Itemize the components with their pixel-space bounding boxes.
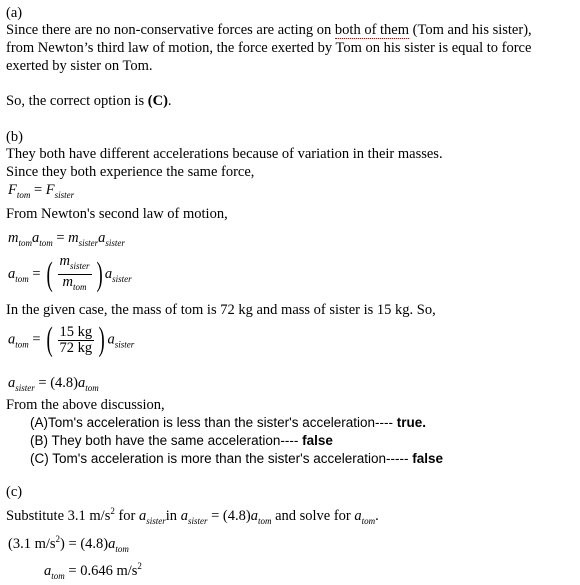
eq3-fraction <box>58 254 92 295</box>
equation-force-equality: $F_{tom} = F_{sister}$ <box>8 182 75 200</box>
given-masses-text: In the given case, the mass of tom is 72 kg and mass of sister is 15 kg. So, <box>6 302 436 318</box>
equation-result-ratio: $a_{sister} = (4.8)a_{tom}$ <box>8 375 99 393</box>
equation-acceleration-ratio: $a_{tom}$ = ( $\frac{m_{sister}}{m_{tom}}$ ) $a_{sister}$ <box>8 254 132 295</box>
eq1-lhs: F <box>8 182 17 198</box>
eq4-den: 72 kg <box>59 339 93 356</box>
eq3-lhs: a <box>8 265 16 282</box>
part-b-line-2: Since they both experience the same force, <box>6 164 255 180</box>
eq2-m1: m <box>8 230 19 246</box>
discussion-text: From the above discussion, <box>6 397 165 413</box>
part-a-line-1 <box>6 22 532 39</box>
option-b-verdict: false <box>302 433 333 448</box>
part-a-label: (a) <box>6 5 23 21</box>
eq-c-sup: 2 <box>55 534 61 544</box>
var-a-3: a <box>250 508 258 524</box>
part-c-result: $a_{tom} = 0.646$ $m/s^2$ <box>44 561 142 581</box>
eq-c-factor: (4.8) <box>80 536 109 552</box>
var-a-4-sub: tom <box>361 516 376 526</box>
eq3-num: m <box>59 253 70 269</box>
eq2-m2: m <box>68 230 79 246</box>
eq-c-var: a <box>108 536 116 552</box>
option-b <box>30 432 333 449</box>
eq-c-lhs-close: ) <box>60 536 65 552</box>
option-c <box>30 450 443 467</box>
eq3-rhs-sub: sister <box>112 273 132 284</box>
equation-momentum: $m_{tom}a_{tom} = m_{sister}a_{sister}$ <box>8 230 125 248</box>
option-a-text: (A)Tom's acceleration is less than the sister's acceleration---- <box>30 415 394 430</box>
part-a-conclusion <box>6 93 172 110</box>
eq1-lhs-sub: tom <box>16 190 31 200</box>
eq2-a2: a <box>98 230 106 246</box>
result-sup: 2 <box>137 561 142 571</box>
eq3-num-sub: sister <box>70 261 90 271</box>
eq2-a1: a <box>31 230 40 246</box>
eq3-den: m <box>62 274 73 290</box>
var-a-2: a <box>180 508 188 524</box>
eq1-rhs-sub: sister <box>54 190 75 200</box>
eq3-lhs-sub: tom <box>15 273 29 284</box>
for-word: for <box>118 508 136 524</box>
option-c-text: (C) Tom's acceleration is more than the sister's acceleration----- <box>30 451 409 466</box>
part-a-line-2: from Newton’s third law of motion, the force exerted by Tom on his sister is equal to force <box>6 40 532 56</box>
eq-c-var-sub: tom <box>115 544 129 554</box>
part-c-label: (c) <box>6 484 23 500</box>
eq-c-lhs-open: (3.1 m/s <box>8 536 56 552</box>
part-a-line-1-post: (Tom and his sister), <box>409 22 532 38</box>
newton-second-law-text: From Newton's second law of motion, <box>6 206 228 222</box>
eq2-m1-sub: tom <box>18 238 32 248</box>
option-a <box>30 414 426 431</box>
eq4-lhs-sub: tom <box>15 339 29 350</box>
conclusion-post: . <box>167 93 172 109</box>
eq5-rhs: a <box>78 375 86 391</box>
var-a-4: a <box>354 508 362 524</box>
part-b-line-1: They both have different accelerations because of variation in their masses. <box>6 146 443 162</box>
result-var-sub: tom <box>51 571 65 581</box>
eq5-lhs-sub: sister <box>15 383 35 393</box>
eq5-rhs-sub: tom <box>85 383 99 393</box>
solve-text: and solve for <box>275 508 351 524</box>
var-a-2-sub: sister <box>187 516 208 526</box>
result-value: 0.646 m/s <box>80 563 138 579</box>
eq2-a2-sub: sister <box>105 238 125 248</box>
eq4-num: 15 kg <box>59 323 93 340</box>
conclusion-answer: (C) <box>147 93 168 109</box>
option-a-verdict: true. <box>396 415 427 430</box>
part-a-line-1-pre: Since there are no non-conservative forces are acting on <box>6 22 335 38</box>
substitute-word: Substitute <box>6 508 65 524</box>
part-c-instruction: Substitute 3.1 $m/s^2$ for $a_{sister}in$ $a_{sister} = (4.8)a_{tom}$ and solve for $a_{tom}$. <box>6 506 379 526</box>
option-c-verdict: false <box>412 451 444 466</box>
var-a-1-sub: sister <box>146 516 166 526</box>
factor: (4.8) <box>222 508 251 524</box>
result-var: a <box>44 563 52 579</box>
eq1-rhs: F <box>45 182 55 198</box>
var-a-3-sub: tom <box>257 516 272 526</box>
var-a-1: a <box>139 508 147 524</box>
eq5-factor: (4.8) <box>50 375 78 391</box>
eq4-lhs: a <box>8 331 16 348</box>
eq5-lhs: a <box>8 375 16 391</box>
conclusion-pre: So, the correct option is <box>6 93 148 109</box>
part-b-label: (b) <box>6 129 23 145</box>
part-a-line-1-dotted: both of them <box>334 22 410 38</box>
eq2-m2-sub: sister <box>78 238 99 248</box>
eq3-rhs: a <box>104 265 113 282</box>
eq3-den-sub: tom <box>73 282 87 292</box>
given-value: 3.1 m/s <box>67 508 111 524</box>
equation-numeric-ratio: $a_{tom}$ = ( $\frac{15 kg}{72 kg}$ ) $a_{sister}$ <box>8 321 135 358</box>
eq4-rhs-sub: sister <box>114 339 135 350</box>
given-value-sup: 2 <box>110 506 115 516</box>
eq4-fraction <box>58 325 95 356</box>
eq2-a1-sub: tom <box>39 238 53 248</box>
part-a-line-3: exerted by sister on Tom. <box>6 58 153 74</box>
part-c-equation: (3.1 $m/s^2) = (4.8)a_{tom}$ <box>8 534 129 554</box>
in-word: in <box>165 508 178 524</box>
eq4-rhs: a <box>107 331 115 348</box>
option-b-text: (B) They both have the same acceleration---- <box>30 433 299 448</box>
